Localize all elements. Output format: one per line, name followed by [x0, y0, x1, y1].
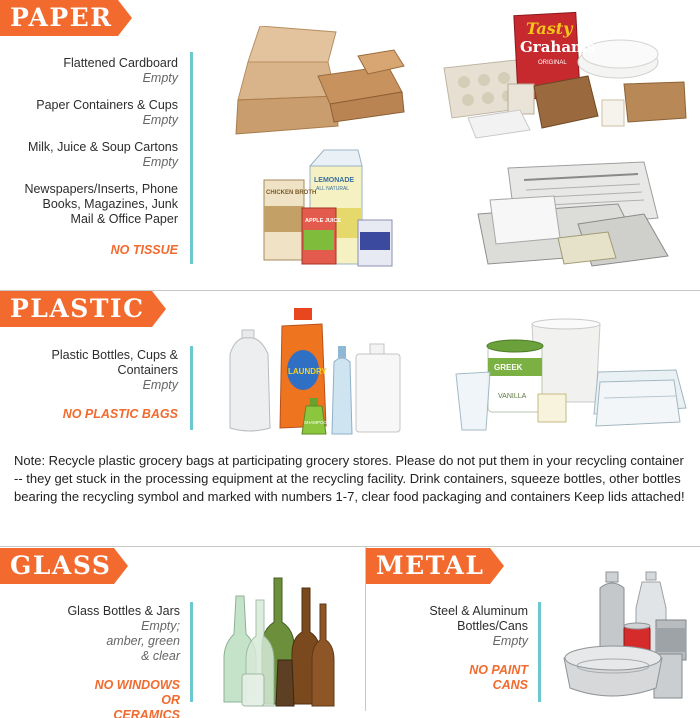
item-name: Newspapers/Inserts, Phone Books, Magazines, Junk Mail & Office Paper: [24, 182, 178, 226]
plastic-containers-image: [450, 318, 690, 436]
paper-item-list: [20, 56, 178, 258]
plastic-bottles-image: [222, 306, 412, 438]
cardboard-image: [218, 26, 408, 142]
plastic-title: PLASTIC: [10, 294, 145, 323]
paper-item-containers: [20, 98, 178, 128]
section-rule-glass-metal: [0, 546, 700, 547]
plastic-item-list: [20, 348, 178, 422]
item-name: Plastic Bottles, Cups & Containers: [51, 348, 178, 377]
paper-warning: NO TISSUE: [110, 243, 178, 257]
item-condition: Empty: [492, 634, 528, 648]
carton-soup-label: CHICKEN BROTH: [266, 190, 317, 196]
tub-flavor-label: VANILLA: [498, 393, 527, 400]
plastic-banner: [0, 291, 152, 327]
paper-containers-image: [438, 10, 690, 140]
glass-divider: [190, 602, 193, 702]
metal-title: METAL: [376, 551, 485, 580]
metal-item-cans: [400, 604, 528, 649]
glass-item-list: [16, 604, 180, 718]
newspapers-image: [468, 160, 672, 270]
metal-divider: [538, 602, 541, 702]
glass-warning: NO WINDOWS OR CERAMICS: [94, 678, 180, 718]
grahams-name: Grahams: [520, 38, 596, 56]
grahams-tag: ORIGINAL: [538, 60, 567, 66]
plastic-warning: NO PLASTIC BAGS: [62, 407, 178, 421]
tub-brand-label: GREEK: [494, 363, 523, 372]
grahams-brand: Tasty: [526, 19, 573, 38]
carton-milk-label: LEMONADE: [314, 177, 355, 184]
item-name: Paper Containers & Cups: [36, 98, 178, 112]
glass-bottles-image: [222, 574, 340, 708]
plastic-note: Note: Recycle plastic grocery bags at participating grocery stores. Please do not put them in your recycling container -- they get stuck in the processing equipment at the recycling facility. Drink containers, squeeze bottles, other bottles bearing the recycling symbol and marked with numbers 1-7, clear food packaging and containers Keep lids attached!: [14, 453, 685, 504]
paper-divider: [190, 52, 193, 264]
carton-juice-label: APPLE JUICE: [305, 218, 342, 224]
item-condition: Empty: [142, 155, 178, 169]
item-condition: Empty: [142, 113, 178, 127]
item-name: Steel & Aluminum Bottles/Cans: [429, 604, 528, 633]
plastic-item-bottles: [20, 348, 178, 393]
item-name: Glass Bottles & Jars: [67, 604, 180, 618]
metal-cans-image: [562, 568, 690, 704]
item-name: Flattened Cardboard: [63, 56, 178, 70]
paper-item-newspapers: [20, 182, 178, 227]
paper-title: PAPER: [10, 3, 113, 32]
paper-item-cartons: [20, 140, 178, 170]
metal-banner: [366, 548, 490, 584]
paper-banner: [0, 0, 118, 36]
carton-milk-sublabel: ALL NATURAL: [316, 186, 350, 192]
detergent-label: LAUNDRY: [288, 367, 327, 376]
item-condition: Empty; amber, green & clear: [106, 619, 180, 663]
plastic-divider: [190, 346, 193, 430]
shampoo-label: SHAMPOO: [304, 420, 328, 425]
paper-item-cardboard: [20, 56, 178, 86]
item-condition: Empty: [142, 378, 178, 392]
glass-title: GLASS: [10, 551, 112, 580]
metal-warning: NO PAINT CANS: [469, 663, 528, 692]
item-condition: Empty: [142, 71, 178, 85]
glass-banner: [0, 548, 114, 584]
item-name: Milk, Juice & Soup Cartons: [27, 140, 178, 154]
glass-item-bottles: [16, 604, 180, 664]
cartons-image: [262, 146, 396, 268]
metal-item-list: [400, 604, 528, 693]
